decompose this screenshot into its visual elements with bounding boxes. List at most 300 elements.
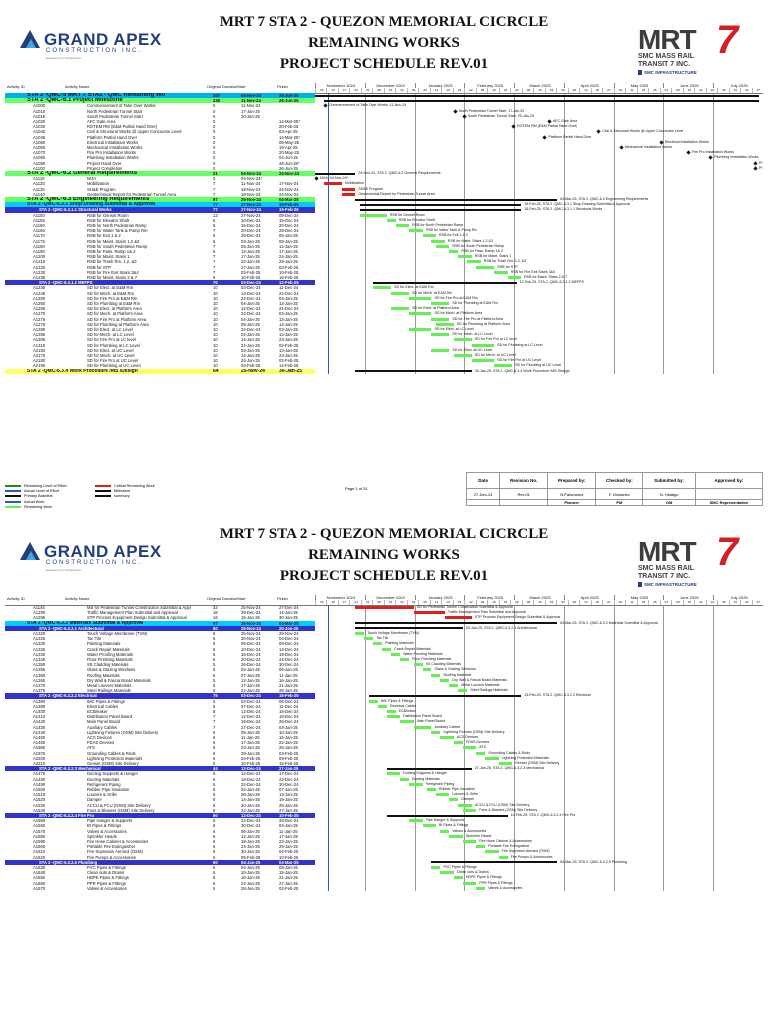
cell-st: 02-Jan-25	[241, 787, 260, 792]
cell-nm: Floor Finishing Materials	[87, 657, 133, 662]
cell-id: STA 2 -QMC-6.3.4 Work Procedure /MS /Design	[27, 368, 138, 374]
cell-nm: Lightning Fixtures (OSM) Site Delivery	[87, 729, 159, 735]
cell-fi: 02-Feb-25	[279, 358, 299, 364]
week-header: 25	[648, 88, 660, 93]
cell-id: A1365	[33, 677, 46, 683]
cell-du: 6	[213, 238, 216, 244]
week-header: 09	[522, 600, 534, 605]
cell-nm: Fire Hose Cabinet & Accessories	[87, 839, 149, 844]
cell-du: 0	[213, 103, 216, 109]
mrt-number: 7	[716, 18, 739, 62]
cell-st: 04-Nov-24	[241, 93, 262, 98]
gantt-label: Pr	[759, 165, 763, 170]
cell-du: 6	[213, 875, 216, 881]
cell-nm: RSB for Maint. Stairs 1	[87, 254, 130, 260]
cell-id: A1315	[33, 342, 46, 348]
cell-nm: HDPE Pipes & Fittings	[87, 875, 129, 881]
cell-nm: Valves & Accessories	[87, 885, 127, 891]
cell-fi: 17-Nov-24	[279, 181, 299, 187]
signoff-value: N.Palomares	[548, 489, 596, 500]
cell-id: A1010	[33, 108, 46, 114]
col-header-dur[interactable]: Original Duration	[207, 596, 238, 601]
cell-fi: 23-Dec-24	[279, 776, 299, 782]
cell-st: 12-Jan-25	[241, 677, 260, 683]
cell-fi: 03-Feb-25	[279, 264, 299, 270]
legend-item	[95, 489, 130, 493]
gantt-label: North Pedestrian Tunnel Start, 17-Jan-25	[458, 108, 525, 113]
week-header: 22	[395, 88, 407, 93]
milestone-icon	[753, 166, 757, 170]
cell-du: 10	[213, 306, 218, 312]
cell-st: 04-Feb-25	[241, 755, 261, 761]
milestone-icon	[453, 109, 457, 113]
cell-st: 18-Dec-24	[241, 776, 261, 782]
cell-st: 14-Jan-25	[241, 353, 260, 358]
cell-id: STA 2 -QMC-6.3.2.5 Plumbing	[39, 859, 98, 865]
cell-st: 02-Jan-25	[241, 667, 260, 673]
cell-du: 6	[213, 880, 216, 886]
week-header: 15	[683, 600, 695, 605]
cell-nm: SD for Elect. at E&M Rm	[87, 285, 134, 291]
cell-du: 10	[213, 327, 218, 332]
cell-du: 60	[213, 813, 218, 818]
cell-fi: 14-Dec-24	[279, 646, 299, 652]
cell-fi: 10-Jan-25	[279, 729, 298, 735]
cell-id: A1285	[33, 332, 46, 338]
cell-fi: 13-Jan-25	[279, 792, 298, 798]
gantt-label: SD for Fire Pro at Platform Area	[452, 316, 504, 321]
cell-du: 6	[213, 792, 216, 798]
cell-du: 10	[213, 290, 218, 296]
cell-id: A1245	[33, 290, 46, 296]
cell-id: A1320	[33, 631, 46, 636]
cell-du: 6	[213, 807, 216, 813]
cell-fi: 03-Jan-25	[279, 327, 298, 332]
gantt-label: STP Process Equipment Design Submittal & Approval	[474, 615, 561, 620]
cell-nm: SS Cladding Materials	[87, 662, 129, 668]
cell-fi: 28-Dec-24	[279, 228, 299, 234]
cell-du: 0	[213, 150, 216, 156]
cell-fi: 04-Feb-25	[279, 849, 299, 855]
title-line-3: PROJECT SCHEDULE REV.01	[279, 568, 489, 584]
legend-label: Remaining Level of Effort	[24, 484, 67, 488]
cell-nm: Project Hand Over	[87, 160, 122, 166]
gantt-label: Floor Finishing Materials	[412, 657, 452, 661]
cell-fi: 26-Jun-25	[279, 98, 299, 104]
gantt-label: Roofing Materials	[443, 672, 472, 677]
cell-nm: NOA	[87, 176, 97, 182]
week-header: 29	[706, 600, 718, 605]
cell-st: 22-Dec-24	[241, 311, 261, 317]
legend-label: Milestone	[114, 489, 131, 494]
col-header-dur[interactable]: Original Duration	[207, 84, 238, 89]
gantt-label: ATS	[479, 745, 486, 750]
gantt-label: RSB for Maint. Stairs 2 & 7	[524, 275, 568, 279]
cell-fi: 04-Jun-25	[279, 155, 298, 161]
activity-bar	[467, 260, 480, 263]
grand-apex-mark-icon	[18, 28, 44, 50]
cell-fi: 26-Jun-25	[279, 165, 298, 171]
cell-st: 10-Jan-25	[241, 870, 260, 876]
cell-fi: 27-Dec-24	[279, 605, 299, 610]
activity-row[interactable]	[5, 369, 315, 374]
cell-st: 05-Jan-25	[241, 729, 260, 735]
cell-id: A1295	[33, 615, 46, 621]
gantt-label: ACS Devices	[456, 735, 479, 739]
cell-nm: PPR Pipes & Fittings	[87, 880, 126, 886]
cell-fi: 09-Feb-25	[279, 755, 299, 761]
grand-apex-logo	[18, 540, 168, 580]
cell-id: A1100	[33, 165, 45, 171]
col-header-finish[interactable]: Finish	[277, 596, 288, 601]
week-header: 09	[476, 600, 488, 605]
cell-id: A1650	[33, 875, 46, 881]
gantt-label: Fans & Blowers (OSM) Site Delivery	[479, 807, 538, 812]
activity-bar	[355, 606, 413, 609]
week-header: 10	[326, 88, 338, 93]
gantt-label: SS Cladding Materials	[425, 662, 462, 667]
activity-bar	[440, 736, 453, 739]
cell-du: 6	[213, 735, 216, 740]
cell-id: A1190	[33, 249, 45, 254]
cell-fi: 22-Jan-25	[279, 740, 298, 746]
month-header: April 2025	[564, 595, 615, 600]
summary-bar	[324, 100, 759, 102]
cell-fi: 03-Jan-25	[279, 311, 298, 317]
cell-fi: 12-Mar-25*	[279, 134, 300, 140]
summary-bar	[369, 695, 521, 697]
schedule-grid	[5, 595, 763, 891]
col-header-id[interactable]: Activity ID	[7, 596, 25, 601]
cell-st: 05-Jan-25	[241, 243, 260, 249]
cell-nm: Fire Pro Installation Works	[87, 150, 137, 156]
activity-bar	[431, 866, 440, 869]
cell-nm: Genset (OSM) Site Delivery	[87, 761, 139, 766]
month-header: March 2025	[514, 595, 565, 600]
page-2	[0, 512, 768, 1024]
gantt-label: MS for Pedestrian Tunnel Construction Submittal & Approval	[416, 605, 513, 609]
cell-nm: Pipe Hanger & Supports	[87, 818, 133, 824]
col-header-name[interactable]: Activity Name	[65, 84, 90, 89]
cell-id: A1520	[33, 797, 46, 803]
gantt-label: ECBreaker	[398, 709, 417, 713]
cell-st: 10-Dec-24	[241, 217, 261, 223]
week-header: 11	[625, 88, 637, 93]
cell-fi: 03-Apr-25	[279, 129, 298, 135]
col-header-id[interactable]: Activity ID	[7, 84, 25, 89]
week-header: 11	[625, 600, 637, 605]
cell-st: 04-Nov-24	[241, 171, 262, 176]
signoff-table	[466, 472, 763, 506]
col-header-finish[interactable]: Finish	[277, 84, 288, 89]
gantt-label: Portable Fire Extinguisher	[488, 844, 530, 849]
milestone-icon	[709, 156, 713, 160]
cell-du: 5	[213, 683, 216, 688]
activity-bar	[369, 700, 378, 703]
activity-bar	[324, 182, 342, 185]
cell-id: A1090	[33, 160, 46, 166]
activity-bar	[431, 302, 449, 305]
gantt-label: Refrigerant Piping	[425, 781, 455, 786]
cell-id: A2170	[33, 353, 46, 358]
cell-du: 5	[213, 651, 216, 657]
cell-fi: 10-Feb-25	[279, 813, 299, 818]
cell-id: A1040	[33, 129, 46, 135]
activity-bar	[458, 255, 471, 258]
week-header: 02	[464, 600, 476, 605]
activity-bar	[449, 835, 462, 838]
activity-bar	[508, 276, 521, 279]
cell-du: 32	[213, 605, 218, 610]
week-header: 09	[522, 88, 534, 93]
cell-st: 17-Jan-25	[241, 683, 260, 688]
cell-nm: Geotechnical Report for Pedestrian Tunnel Area	[87, 191, 176, 197]
signoff-header: Prepared by:	[548, 473, 596, 489]
logo-left-name: GRAND APEX	[44, 30, 162, 49]
cell-nm: Steel Railings Materials	[87, 688, 131, 694]
gantt-label: SD for Elect. at LC Level	[434, 327, 474, 331]
cell-st: 13-Dec-24	[241, 290, 261, 296]
cell-fi: 17-Jan-25	[279, 833, 298, 839]
cell-du: 0	[213, 129, 216, 135]
cell-nm: Ducting Materials	[87, 776, 120, 782]
cell-id: A1180	[33, 243, 45, 249]
gantt-cell	[315, 886, 763, 891]
activity-bar	[378, 705, 387, 708]
cell-id: A1200	[33, 254, 46, 260]
gantt-label: Fire Pro Installation Works	[691, 150, 734, 155]
cell-nm: North Pedestrian Tunnel Start	[87, 108, 143, 114]
cell-st: 12-Dec-24	[241, 306, 261, 312]
milestone-icon	[314, 177, 318, 181]
gantt-label: SD for Plumbing at Platform Area	[456, 321, 510, 326]
cell-fi: 15-Jan-25	[279, 870, 298, 876]
mrt-sub3: SMC INFRASTRUCTURE	[644, 582, 697, 587]
legend-label: Remaining Work	[24, 504, 52, 509]
activity-bar	[440, 830, 449, 833]
gantt-label: FDAS Devices	[465, 740, 490, 745]
cell-fi: 06-Jan-25	[279, 667, 298, 673]
legend-swatch	[5, 485, 21, 487]
activity-bar	[391, 307, 409, 310]
gantt-label: RSB for Water Tank & Pump Rm	[425, 228, 478, 233]
cell-id: A1590	[33, 839, 46, 844]
cell-fi: 16-Dec-24	[279, 709, 299, 714]
cell-du: 5	[213, 636, 216, 642]
cell-id: A2190	[33, 363, 46, 369]
gantt-label: 15-Feb-25, STA 2 -QMC-6.3.1.1 Structural Works	[524, 207, 603, 212]
cell-fi: 14-Mar-25*	[279, 119, 300, 124]
gantt-label: 10-Feb-25, STA 2 -QMC-6.3.2.4 Fire Pro	[510, 813, 576, 817]
cell-nm: ATS	[87, 745, 95, 751]
cell-nm: Commencement of Take Over Works	[87, 103, 156, 109]
cell-fi: 12-Feb-25	[279, 363, 299, 369]
cell-id: A1390	[33, 703, 46, 709]
cell-id: A1235	[33, 275, 46, 280]
month-header: January 2025	[415, 83, 466, 88]
cell-fi: 24-Nov-24	[279, 171, 300, 176]
signoff-role	[500, 500, 548, 506]
cell-st: 05-Dec-24	[241, 641, 261, 647]
cell-st: 11-Nov-24	[241, 98, 261, 104]
activity-row[interactable]	[5, 886, 315, 891]
cell-st: 24-Dec-24	[241, 781, 261, 787]
milestone-icon	[323, 104, 327, 108]
cell-du: 7	[213, 719, 216, 725]
cell-fi: 17-Jan-25	[279, 249, 298, 254]
milestone-icon	[597, 130, 601, 134]
cell-st: 04-Jan-25	[241, 332, 260, 338]
cell-id: A1600	[33, 844, 46, 850]
cell-fi: 23-Jan-25	[279, 353, 298, 358]
cell-st: 30-Jan-25	[241, 849, 260, 855]
week-header: 23	[545, 88, 557, 93]
activity-bar	[342, 193, 355, 196]
activity-bar	[454, 338, 472, 341]
cell-nm: Fire Supresion Aerosol (OSM)	[87, 849, 143, 855]
activity-bar	[458, 689, 467, 692]
cell-nm: SD for Fire Pro at E&M Rm	[87, 295, 138, 301]
gantt-label: SD for Mech. at E&M Rm	[412, 290, 453, 295]
signoff-header: Approved by:	[695, 473, 762, 489]
cell-st: 18-Nov-24	[241, 186, 261, 192]
cell-fi: 28-Dec-24	[279, 818, 299, 824]
cell-nm: AFC Gate Area	[87, 119, 116, 124]
cell-id: A1420	[33, 719, 46, 725]
col-header-start[interactable]: Start	[237, 596, 246, 601]
week-header: 15	[384, 88, 396, 93]
cell-st: 14-Jan-25	[241, 337, 260, 343]
cell-fi: 20-Feb-25	[279, 124, 299, 130]
cell-du: 21	[213, 171, 218, 176]
activity-bar	[499, 762, 512, 765]
week-header: 22	[395, 600, 407, 605]
gantt-label: SD for Fire Pro at E&M Rm	[434, 295, 478, 300]
cell-nm: RSB for Exit 1 & 2	[87, 233, 121, 239]
legend-label: Primary Baseline	[24, 494, 53, 499]
summary-bar	[355, 627, 463, 629]
gantt-label: 15-Feb-25, STA 2 -QMC-6.3.2.2 Electrical	[524, 693, 591, 698]
milestone-icon	[619, 145, 623, 149]
activity-bar	[454, 876, 463, 879]
cell-du: 5	[213, 249, 216, 254]
cell-st: 24-Jan-25	[241, 342, 260, 348]
milestone-icon	[686, 151, 690, 155]
cell-id: A1480	[33, 776, 46, 782]
gantt-label: Plumbing Installation Works	[714, 155, 759, 160]
cell-fi: 12-Feb-25	[279, 280, 299, 286]
mrt-name: MRT	[638, 536, 696, 567]
cell-du: 70	[213, 280, 218, 286]
gantt-label: South Pedestrian Tunnel Start, 20-Jan-25	[467, 113, 534, 118]
cell-nm: Lightning Protection Materials	[87, 755, 143, 761]
activity-bar	[396, 224, 409, 227]
gantt-label: Electrical Installation Works	[664, 139, 709, 144]
signoff-value: 27-Dec-24	[467, 489, 500, 500]
cell-du: 97	[213, 197, 218, 202]
cell-fi: 02-Feb-25	[279, 342, 299, 348]
cell-du: 6	[213, 839, 216, 844]
cell-st: 07-Dec-24	[241, 703, 261, 709]
cell-fi: 04-Mar-25	[279, 197, 299, 202]
gantt-label: 15-Feb-25, STA 2 -QMC-6.3.1 Shop Drawing Submittal & Approval	[524, 202, 630, 207]
cell-st: 04-Jan-25	[241, 316, 260, 322]
cell-st: 12-Dec-24	[241, 771, 261, 777]
activity-bar	[494, 271, 507, 274]
cell-st: 22-Jan-25	[241, 807, 260, 813]
cell-du: 0	[213, 134, 216, 140]
cell-du: 10	[213, 342, 218, 348]
cell-du: 7	[213, 264, 216, 270]
cell-fi: 13-Jan-25	[279, 332, 298, 338]
col-header-name[interactable]: Activity Name	[65, 596, 90, 601]
cell-st: 03-Dec-24	[241, 693, 261, 699]
logo-left-name: GRAND APEX	[44, 542, 162, 561]
gantt-label: Louvers & Grille	[452, 792, 478, 797]
week-header: 16	[487, 600, 499, 605]
cell-nm: RSB for Maint. Stairs 2 & 7	[87, 275, 138, 280]
cell-id: A1165	[33, 228, 45, 234]
cell-st: 12-Dec-24	[241, 714, 261, 720]
cell-id: A1330	[33, 641, 46, 647]
gantt-label: PPR Pipes & Fittings	[479, 880, 513, 885]
gantt-label: Tac Tile	[376, 636, 389, 641]
gantt-label: SH&E Program	[358, 186, 383, 191]
gantt-label: Water Proofing Materials	[403, 651, 443, 656]
cell-du: 7	[213, 181, 216, 187]
legend-swatch	[5, 501, 21, 503]
cell-id: A1250	[33, 295, 46, 301]
cell-st: 03-Jan-25	[241, 347, 260, 353]
gantt-label: Traffic Management Plan Submittal and Approval	[447, 610, 526, 615]
legend-item	[5, 494, 53, 498]
week-header: 23	[499, 600, 511, 605]
cell-id: STA 2 -QMC-6.1 Project Milestone	[27, 98, 123, 104]
cell-id: A1280	[33, 327, 46, 332]
month-header: November 2024	[315, 595, 366, 600]
gantt-label: Ducting Supports & Hanger	[403, 771, 447, 776]
gantt-label: RSB for Elevator Shaft	[398, 217, 435, 222]
legend-item	[5, 505, 52, 509]
cell-nm: Metal Louvers Materials	[87, 683, 132, 688]
cell-du: 10	[213, 285, 218, 291]
gantt-label: Geotechnical Report for Pedestrian Tunnel Area	[358, 191, 435, 196]
gantt-label: Fire Hose Cabinet & Accessories	[479, 839, 532, 843]
cell-id: A1210	[33, 259, 46, 265]
cell-fi: 26-Dec-24	[279, 719, 299, 725]
cell-du: 5	[213, 641, 216, 647]
cell-fi: 04-Jan-25	[279, 724, 298, 730]
col-header-start[interactable]: Start	[237, 84, 246, 89]
page-number: Page 1 of 31	[345, 486, 368, 491]
cell-nm: Water Proofing Materials	[87, 651, 133, 657]
cell-fi: 19-Jan-25	[279, 797, 298, 803]
cell-du: 10	[213, 295, 218, 301]
cell-nm: ACCU & FCU (OSM) Site Delivery	[87, 802, 151, 808]
cell-nm: RSB for Pass. Ramp 1& 2	[87, 249, 136, 254]
activity-bar	[423, 668, 432, 671]
week-header: 06	[717, 600, 729, 605]
activity-bar	[454, 354, 472, 357]
cell-nm: SD for Plumbing at E&M Rm	[87, 301, 141, 306]
week-header: 05	[418, 88, 430, 93]
gantt-label: HDPE Pipes & Fittings	[465, 875, 502, 880]
month-header: May 2025	[614, 83, 665, 88]
cell-fi: 03-Feb-25	[279, 750, 299, 756]
cell-st: 25-Nov-24	[241, 631, 261, 636]
cell-nm: Electrical Installation Works	[87, 139, 139, 145]
cell-id: A2210	[33, 761, 46, 766]
